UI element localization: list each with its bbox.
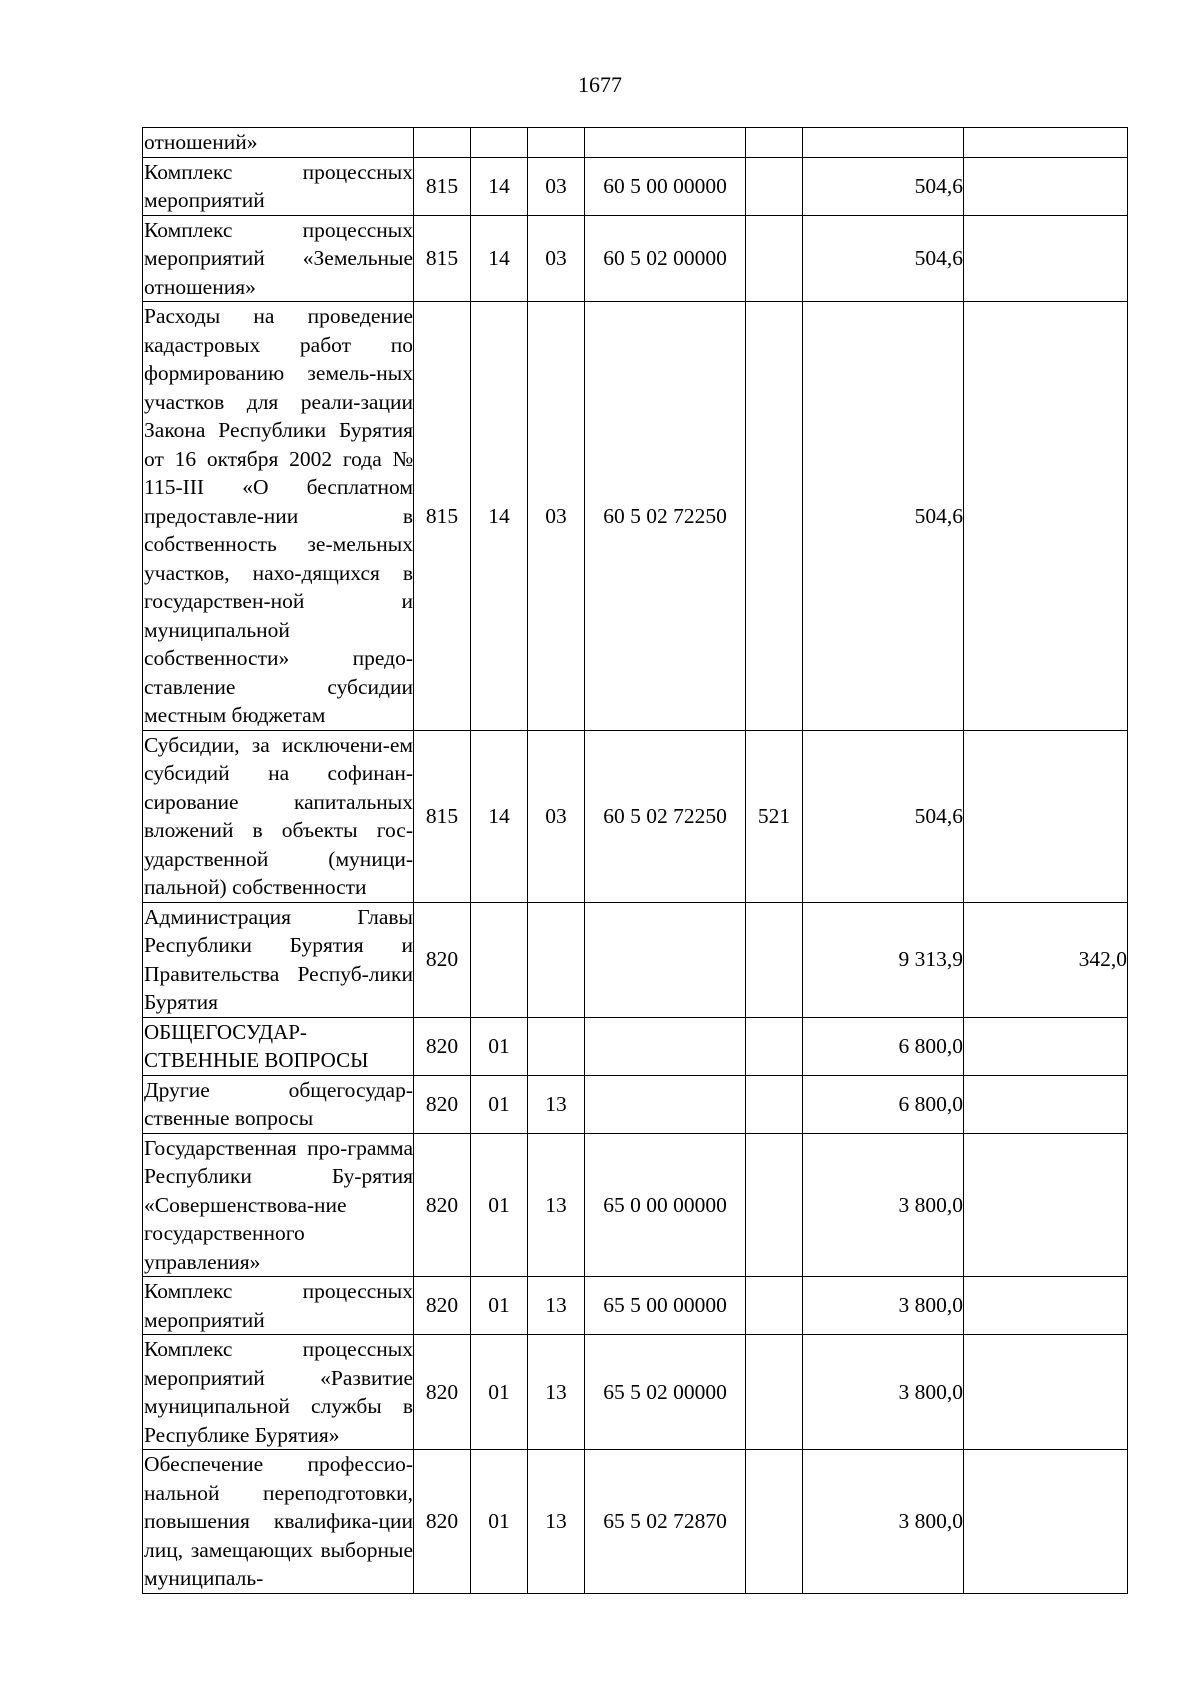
row-sum2 bbox=[964, 128, 1128, 158]
row-pr: 13 bbox=[528, 1133, 585, 1277]
row-rz bbox=[471, 128, 528, 158]
row-csr: 65 0 00 00000 bbox=[585, 1133, 746, 1277]
row-sum2 bbox=[964, 730, 1128, 902]
row-sum1: 3 800,0 bbox=[803, 1335, 964, 1450]
row-sum2 bbox=[964, 1133, 1128, 1277]
row-pr bbox=[528, 902, 585, 1017]
row-vr bbox=[746, 1133, 803, 1277]
row-ved: 820 bbox=[414, 1335, 471, 1450]
table-row bbox=[143, 1450, 1128, 1594]
row-vr bbox=[746, 1017, 803, 1075]
row-vr bbox=[746, 1075, 803, 1133]
row-pr: 13 bbox=[528, 1075, 585, 1133]
row-pr: 03 bbox=[528, 730, 585, 902]
row-sum1: 504,6 bbox=[803, 157, 964, 215]
row-ved: 815 bbox=[414, 730, 471, 902]
table-row bbox=[143, 730, 1128, 902]
row-vr bbox=[746, 157, 803, 215]
row-name: Администрация Главы Республики Бурятия и Правительства Респуб-лики Бурятия bbox=[143, 902, 414, 1017]
row-csr: 60 5 02 72250 bbox=[585, 302, 746, 731]
row-vr bbox=[746, 1450, 803, 1594]
row-name: ОБЩЕГОСУДАР-СТВЕННЫЕ ВОПРОСЫ bbox=[143, 1017, 414, 1075]
row-sum2 bbox=[964, 1450, 1128, 1594]
row-csr bbox=[585, 128, 746, 158]
row-ved: 820 bbox=[414, 902, 471, 1017]
table-row bbox=[143, 902, 1128, 1017]
row-vr bbox=[746, 128, 803, 158]
row-vr: 521 bbox=[746, 730, 803, 902]
row-vr bbox=[746, 302, 803, 731]
row-rz: 14 bbox=[471, 215, 528, 302]
row-name: отношений» bbox=[143, 128, 414, 158]
row-name: Комплекс процессных мероприятий «Земельные отношения» bbox=[143, 215, 414, 302]
row-pr: 13 bbox=[528, 1277, 585, 1335]
row-sum1: 3 800,0 bbox=[803, 1450, 964, 1594]
row-pr bbox=[528, 128, 585, 158]
row-sum1: 504,6 bbox=[803, 302, 964, 731]
table-row bbox=[143, 215, 1128, 302]
row-sum2 bbox=[964, 1017, 1128, 1075]
row-sum1: 3 800,0 bbox=[803, 1277, 964, 1335]
row-sum1: 504,6 bbox=[803, 215, 964, 302]
row-rz bbox=[471, 902, 528, 1017]
table-row bbox=[143, 157, 1128, 215]
row-name: Расходы на проведение кадастровых работ по формированию земель-ных участков для реали-зации Закона Республики Бурятия от 16 октября 2002 года № 115-III «О бесплатном предоставле-нии в собственность зе-мельных участков, нахо-дящихся в государствен-ной и муниципальной собственности» предо-ставление субсидии местным бюджетам bbox=[143, 302, 414, 731]
row-csr: 60 5 02 00000 bbox=[585, 215, 746, 302]
row-rz: 14 bbox=[471, 730, 528, 902]
row-vr bbox=[746, 1277, 803, 1335]
row-pr: 13 bbox=[528, 1450, 585, 1594]
row-ved: 820 bbox=[414, 1133, 471, 1277]
row-pr: 03 bbox=[528, 157, 585, 215]
row-sum1: 3 800,0 bbox=[803, 1133, 964, 1277]
row-vr bbox=[746, 902, 803, 1017]
row-csr: 65 5 02 72870 bbox=[585, 1450, 746, 1594]
row-pr: 03 bbox=[528, 215, 585, 302]
row-name: Государственная про-грамма Республики Бу-рятия «Совершенствова-ние государственного управления» bbox=[143, 1133, 414, 1277]
row-name: Комплекс процессных мероприятий «Развитие муниципальной службы в Республике Бурятия» bbox=[143, 1335, 414, 1450]
row-rz: 01 bbox=[471, 1133, 528, 1277]
row-vr bbox=[746, 215, 803, 302]
row-name: Обеспечение профессио-нальной переподготовки, повышения квалифика-ции лиц, замещающих выборные муниципаль- bbox=[143, 1450, 414, 1594]
row-sum1: 504,6 bbox=[803, 730, 964, 902]
row-sum2 bbox=[964, 1075, 1128, 1133]
row-sum1: 6 800,0 bbox=[803, 1075, 964, 1133]
row-sum2: 342,0 bbox=[964, 902, 1128, 1017]
table-row bbox=[143, 1335, 1128, 1450]
row-ved: 820 bbox=[414, 1277, 471, 1335]
page-number: 1677 bbox=[578, 72, 622, 97]
row-name: Комплекс процессных мероприятий bbox=[143, 157, 414, 215]
row-ved: 820 bbox=[414, 1075, 471, 1133]
row-sum2 bbox=[964, 1277, 1128, 1335]
budget-table bbox=[142, 127, 1128, 1594]
row-vr bbox=[746, 1335, 803, 1450]
row-ved bbox=[414, 128, 471, 158]
row-sum2 bbox=[964, 157, 1128, 215]
row-sum1: 9 313,9 bbox=[803, 902, 964, 1017]
row-csr: 60 5 00 00000 bbox=[585, 157, 746, 215]
row-sum1 bbox=[803, 128, 964, 158]
row-rz: 01 bbox=[471, 1335, 528, 1450]
row-pr bbox=[528, 1017, 585, 1075]
row-name: Субсидии, за исключени-ем субсидий на софинан-сирование капитальных вложений в объекты гос-ударственной (муници-пальной) собственности bbox=[143, 730, 414, 902]
table-row bbox=[143, 1277, 1128, 1335]
row-sum2 bbox=[964, 1335, 1128, 1450]
row-rz: 14 bbox=[471, 302, 528, 731]
row-rz: 01 bbox=[471, 1277, 528, 1335]
row-name: Другие общегосудар-ственные вопросы bbox=[143, 1075, 414, 1133]
row-ved: 820 bbox=[414, 1450, 471, 1594]
row-ved: 820 bbox=[414, 1017, 471, 1075]
row-rz: 01 bbox=[471, 1075, 528, 1133]
row-ved: 815 bbox=[414, 157, 471, 215]
table-row bbox=[143, 128, 1128, 158]
row-rz: 01 bbox=[471, 1450, 528, 1594]
table-row bbox=[143, 1017, 1128, 1075]
row-csr bbox=[585, 1017, 746, 1075]
row-csr bbox=[585, 902, 746, 1017]
row-name: Комплекс процессных мероприятий bbox=[143, 1277, 414, 1335]
row-sum2 bbox=[964, 215, 1128, 302]
row-sum2 bbox=[964, 302, 1128, 731]
table-row bbox=[143, 1133, 1128, 1277]
row-sum1: 6 800,0 bbox=[803, 1017, 964, 1075]
row-ved: 815 bbox=[414, 302, 471, 731]
row-csr bbox=[585, 1075, 746, 1133]
row-csr: 60 5 02 72250 bbox=[585, 730, 746, 902]
table-row bbox=[143, 302, 1128, 731]
table-row bbox=[143, 1075, 1128, 1133]
row-pr: 13 bbox=[528, 1335, 585, 1450]
row-pr: 03 bbox=[528, 302, 585, 731]
row-rz: 01 bbox=[471, 1017, 528, 1075]
row-csr: 65 5 00 00000 bbox=[585, 1277, 746, 1335]
row-rz: 14 bbox=[471, 157, 528, 215]
row-csr: 65 5 02 00000 bbox=[585, 1335, 746, 1450]
row-ved: 815 bbox=[414, 215, 471, 302]
